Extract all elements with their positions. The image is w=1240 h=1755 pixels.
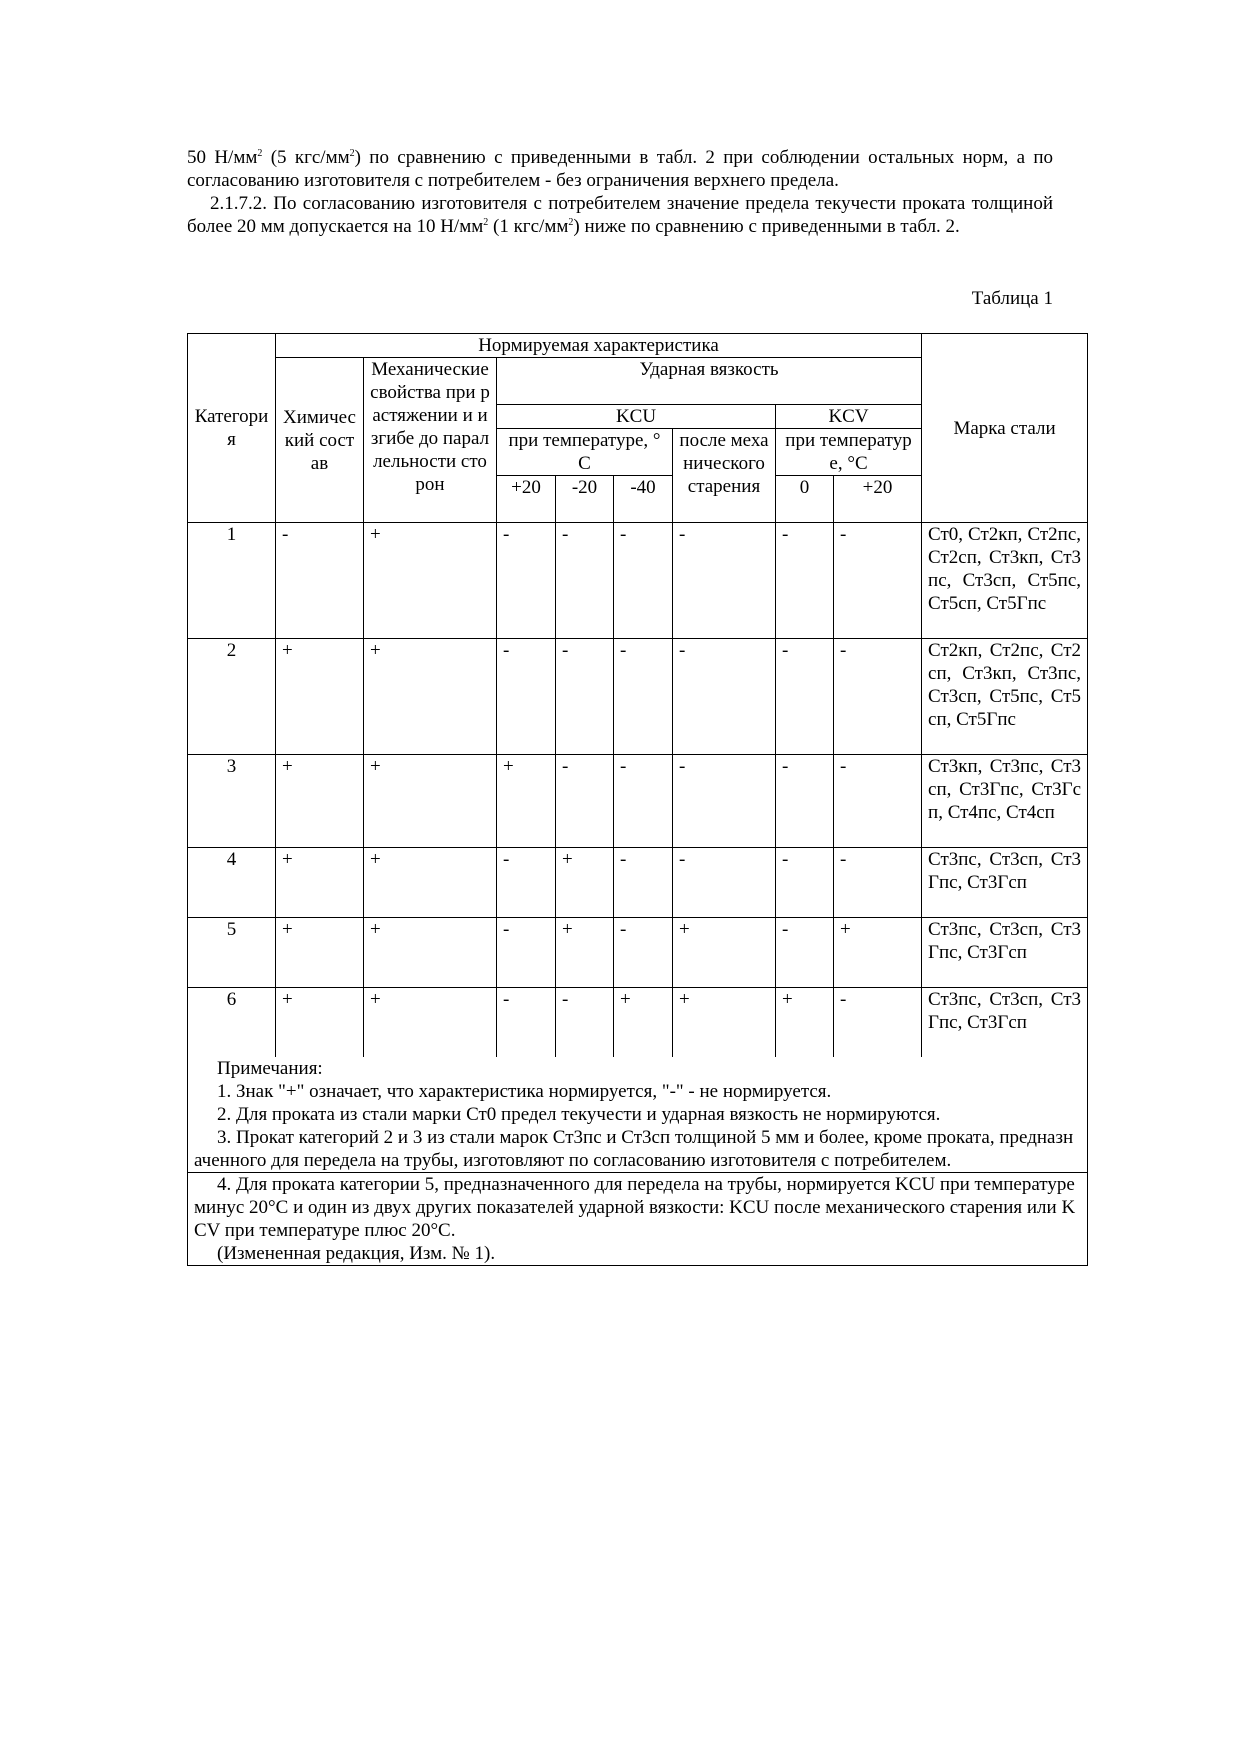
cell-category: 1 [188,523,276,639]
cell-kcv-plus20: - [834,755,922,848]
cell-after-aging: - [673,755,776,848]
cell-kcu-minus40: + [614,988,673,1058]
table-row [188,848,1088,918]
cell-category: 5 [188,918,276,988]
intro-paragraph-1: 50 $Н/мм^2$ (5 кгс/$мм^2$) по сравнению с приведенными в табл. 2 при соблюдении остальных норм, а по согласованию изготовителя с потребителем - без ограничения верхнего предела. [187,147,1054,191]
header-normed: Нормируемая характеристика [276,334,922,358]
cell-mechanical: + [364,639,497,755]
cell-after-aging: - [673,848,776,918]
header-kcu-temp: при температуре, °С [497,429,673,476]
cell-mechanical: + [364,523,497,639]
note-2: 2. Для проката из стали марки Ст0 предел текучести и ударная вязкость не нормируются. [217,1104,941,1125]
cell-mechanical: + [364,988,497,1058]
header-steel-grade: Марка стали [922,334,1088,523]
cell-after-aging: - [673,639,776,755]
cell-kcv-0: - [776,523,834,639]
cell-chemical: + [276,848,364,918]
cell-kcv-0: - [776,755,834,848]
cell-kcu-minus40: - [614,918,673,988]
cell-after-aging: + [673,918,776,988]
header-kcv: KCV [776,405,922,429]
notes-title: Примечания: [217,1058,323,1079]
cell-after-aging: + [673,988,776,1058]
cell-chemical: + [276,988,364,1058]
cell-kcu-plus20: - [497,918,556,988]
cell-kcu-minus40: - [614,523,673,639]
cell-kcu-minus20: + [556,918,614,988]
table-row [188,523,1088,639]
cell-mechanical: + [364,918,497,988]
table-caption: Таблица 1 [971,288,1053,309]
header-kcv-0: 0 [776,476,834,523]
cell-kcu-minus20: - [556,639,614,755]
header-impact: Ударная вязкость [497,358,922,405]
cell-kcv-plus20: - [834,523,922,639]
table-row [188,918,1088,988]
header-chemical: Химический состав [276,358,364,523]
cell-category: 6 [188,988,276,1058]
table-row [188,988,1088,1058]
cell-steel-grade: Ст2кп, Ст2пс, Ст2сп, Ст3кп, Ст3пс, Ст3сп, Ст5пс, Ст5сп, Ст5Гпс [922,639,1088,755]
steel-category-table [187,333,1088,1266]
header-kcv-plus20: +20 [834,476,922,523]
cell-steel-grade: Ст3кп, Ст3пс, Ст3сп, Ст3Гпс, Ст3Гсп, Ст4пс, Ст4сп [922,755,1088,848]
intro-paragraph-2: 2.1.7.2. По согласованию изготовителя с потребителем значение предела текучести проката толщиной более 20 мм допускается на 10 $Н/мм^2$ (1 кгс/$мм^2$) ниже по сравнению с приведенными в табл. 2. [187,193,1053,237]
cell-kcu-plus20: - [497,639,556,755]
cell-kcv-0: + [776,988,834,1058]
table-row [188,755,1088,848]
cell-kcu-minus40: - [614,848,673,918]
header-category: Категория [188,334,276,523]
cell-kcu-minus20: - [556,523,614,639]
cell-kcu-plus20: + [497,755,556,848]
cell-category: 3 [188,755,276,848]
cell-kcv-plus20: - [834,988,922,1058]
cell-category: 4 [188,848,276,918]
cell-mechanical: + [364,755,497,848]
cell-kcu-minus20: + [556,848,614,918]
header-after-aging: после механического старения [673,429,776,523]
cell-kcu-minus20: - [556,755,614,848]
cell-steel-grade: Ст3пс, Ст3сп, Ст3Гпс, Ст3Гсп [922,918,1088,988]
note-1: 1. Знак "+" означает, что характеристика нормируется, "-" - не нормируется. [217,1081,832,1102]
cell-after-aging: - [673,523,776,639]
cell-kcv-0: - [776,918,834,988]
cell-chemical: + [276,918,364,988]
header-kcu-minus20: -20 [556,476,614,523]
cell-steel-grade: Ст3пс, Ст3сп, Ст3Гпс, Ст3Гсп [922,988,1088,1058]
header-kcu: KCU [497,405,776,429]
cell-kcu-plus20: - [497,848,556,918]
cell-chemical: + [276,755,364,848]
cell-chemical: - [276,523,364,639]
cell-kcv-plus20: - [834,848,922,918]
header-mechanical: Механические свойства при растяжении и изгибе до параллельности сторон [364,358,497,523]
cell-kcv-0: - [776,639,834,755]
intro-text [187,146,1053,238]
cell-category: 2 [188,639,276,755]
cell-kcu-minus20: - [556,988,614,1058]
cell-kcu-plus20: - [497,523,556,639]
header-kcu-plus20: +20 [497,476,556,523]
cell-steel-grade: Ст0, Ст2кп, Ст2пс, Ст2сп, Ст3кп, Ст3пс, Ст3сп, Ст5пс, Ст5сп, Ст5Гпс [922,523,1088,639]
cell-kcv-plus20: - [834,639,922,755]
note-edit-reference: (Измененная редакция, Изм. № 1). [217,1243,496,1264]
note-3: 3. Прокат категорий 2 и 3 из стали марок Ст3пс и Ст3сп толщиной 5 мм и более, кроме проката, предназначенного для передела на трубы, изготовляют по согласованию изготовителя с потребителем. [194,1127,1074,1171]
cell-kcv-plus20: + [834,918,922,988]
cell-kcu-plus20: - [497,988,556,1058]
cell-kcu-minus40: - [614,639,673,755]
cell-kcv-0: - [776,848,834,918]
cell-chemical: + [276,639,364,755]
header-kcv-temp: при температуре, °С [776,429,922,476]
cell-mechanical: + [364,848,497,918]
table-row [188,639,1088,755]
table-notes [188,1057,1088,1266]
cell-steel-grade: Ст3пс, Ст3сп, Ст3Гпс, Ст3Гсп [922,848,1088,918]
header-kcu-minus40: -40 [614,476,673,523]
cell-kcu-minus40: - [614,755,673,848]
note-4: 4. Для проката категории 5, предназначенного для передела на трубы, нормируется KCU при температуре минус 20°С и один из двух других показателей ударной вязкости: KCU после механического старения или KCV при температуре плюс 20°С. [194,1174,1076,1241]
